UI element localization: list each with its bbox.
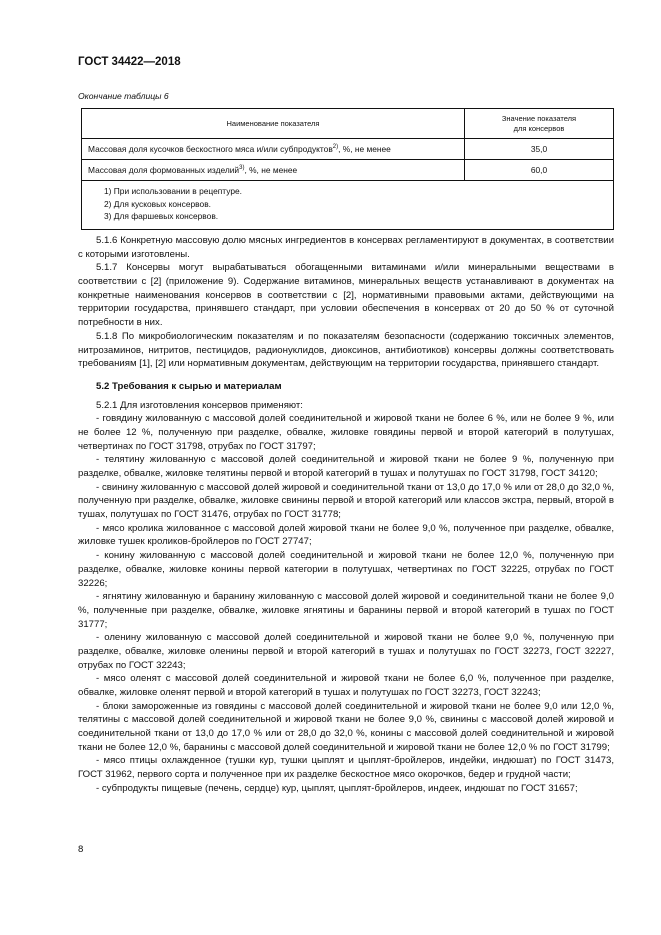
list-item: - субпродукты пищевые (печень, сердце) кур, цыплят, цыплят-бройлеров, индеек, индюшат по ГОСТ 31657; [96, 782, 578, 794]
column-header-value [465, 109, 614, 139]
paragraph-5-1-8: 5.1.8 По микробиологическим показателям и по показателям безопасности (содержанию токсичных элементов, нитрозаминов, нитритов, пестицидов, радионуклидов, диоксинов, антибиотиков) консервы должны соответствовать требованиям [1], [2] или нормативным документам, действующим на территории государства, принявшего стандарт. [78, 330, 614, 370]
table-footnotes-row [82, 181, 614, 230]
footnote: 2) Для кусковых консервов. [104, 198, 211, 209]
standard-code: ГОСТ 34422—2018 [78, 56, 181, 68]
footnote: 1) При использовании в рецептуре. [104, 186, 242, 196]
table-footnotes [82, 181, 614, 230]
table-row [82, 139, 614, 160]
section-title: 5.2 Требования к сырью и материалам [96, 380, 282, 392]
row-name-suffix: , %, не менее [244, 165, 298, 175]
row-name-cell [82, 160, 465, 181]
table-header-row [82, 109, 614, 139]
footnote: 3) Для фаршевых консервов. [104, 211, 219, 221]
column-header-value-line2: для консервов [513, 123, 565, 133]
list-item: - конину жилованную с массовой долей соединительной и жировой ткани не более 12,0 %, полученную при разделке, обвалке, жиловке конины первой категории в полутушах, четвертинах по ГОСТ 32225, отрубах по ГОСТ 32226; [78, 550, 614, 589]
column-header-value-line1: Значение показателя [501, 113, 577, 123]
row-name-cell [82, 139, 465, 160]
list-item: - телятину жилованную с массовой долей соединительной и жировой ткани не более 9 %, полученную при разделке, обвалке, жиловке телятины первой и второй категорий в тушах и полутушах по ГОСТ 31798, ГОСТ 34120; [78, 454, 614, 479]
list-item: - свинину жилованную с массовой долей жировой и соединительной ткани от 13,0 до 17,0 % или от 28,0 до 32,0 %, полученную при разделке, обвалке, жиловке свинины первой и второй категорий или классов экстра, первый, второй в тушах, полутушах по ГОСТ 31476, отрубах по ГОСТ 31778; [78, 481, 614, 521]
footnote-ref: 2) [332, 144, 339, 150]
row-value: 35,0 [465, 139, 614, 160]
list-item: - оленину жилованную с массовой долей соединительной и жировой ткани не более 9,0 %, полученную при разделке, обвалке, жиловке оленины первой и второй категорий в тушах и полутушах по ГОСТ 32273, ГОСТ 32227, отрубах по ГОСТ 32243; [78, 632, 614, 671]
document-body [78, 234, 614, 796]
column-header-name: Наименование показателя [82, 109, 465, 139]
page-number: 8 [78, 844, 84, 855]
row-name-suffix: , %, не менее [338, 144, 391, 154]
list-item: - говядину жилованную с массовой долей соединительной и жировой ткани не более 6 %, или не более 9 %, или не более 12 %, полученную при разделке, обвалке, жиловке говядины первой и второй категорий в полутушах, четвертинах по ГОСТ 31798, отрубах по ГОСТ 31797; [78, 413, 614, 452]
table-row [82, 160, 614, 181]
row-name: Массовая доля кусочков бескостного мяса и/или субпродуктов [88, 144, 333, 154]
paragraph-5-1-6: 5.1.6 Конкретную массовую долю мясных ингредиентов в консервах регламентируют в документах, в соответствии с которыми изготовлены. [78, 235, 614, 260]
list-item: - блоки замороженные из говядины с массовой долей соединительной и жировой ткани не более 9,0 или 12,0 %, телятины с массовой долей соединительной и жировой ткани не более 9,0 %, свинины с массовой долей жировой и соединительной ткани от 13,0 до 17,0 % или от 28,0 до 32,0 %, конины с массовой долей соединительной и жировой ткани не более 12,0 %, баранины с массовой долей соединительной и жировой ткани не более 12,0 % по ГОСТ 31799; [78, 700, 614, 753]
list-item: - мясо оленят с массовой долей соединительной и жировой ткани не более 6,0 %, полученное при разделке, обвалке, жиловке оленят первой и второй категорий в тушах и полутушах по ГОСТ 32273, ГОСТ 32243; [78, 673, 614, 698]
list-item: - мясо кролика жилованное с массовой долей жировой ткани не более 9,0 %, полученное при разделке, обвалке, жиловке тушек кроликов-бройлеров по ГОСТ 27747; [78, 522, 614, 548]
paragraph-5-1-7: 5.1.7 Консервы могут вырабатываться обогащенными витаминами и/или минеральными веществами в соответствии с [2] (приложение 9). Содержание витаминов, минеральных веществ устанавливают в документах на конкретные наименования консервов в соответствии с [2], нормативными правовыми актами, действующими на территории государства, принявшего стандарт, при условии обеспечения в консервах от 20 до 50 % от суточной потребности в них. [78, 262, 614, 329]
list-item: - мясо птицы охлажденное (тушки кур, тушки цыплят и цыплят-бройлеров, индейки, индюшат) по ГОСТ 31473, ГОСТ 31962, первого сорта и полученное при их разделке бескостное мясо окорочков, бедер и грудной части; [78, 755, 614, 781]
footnote-ref: 3) [239, 165, 245, 171]
list-item: - ягнятину жилованную и баранину жилованную с массовой долей жировой и соединительной ткани не более 9,0 %, полученные при разделке, обвалке, жиловке ягнятины и баранины первой и второй категорий в тушах по ГОСТ 31777; [78, 591, 614, 630]
paragraph-5-2-1: 5.2.1 Для изготовления консервов применяют: [96, 399, 303, 411]
table-caption: Окончание таблицы 6 [78, 91, 169, 101]
parameters-table [81, 108, 614, 230]
row-name: Массовая доля формованных изделий [88, 165, 240, 175]
row-value: 60,0 [465, 160, 614, 181]
